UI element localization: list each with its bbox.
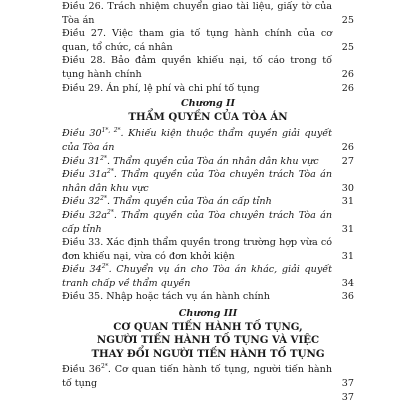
toc-entry (62, 155, 354, 169)
toc-entry (62, 263, 354, 290)
toc-entry-text (62, 127, 332, 154)
article-number: Điều 32a (62, 209, 108, 221)
page-number: 30 (341, 182, 354, 194)
toc-entry-text (62, 155, 332, 169)
toc-entry (62, 195, 354, 209)
page-number: 27 (341, 155, 354, 167)
footnote-marker: 2* (101, 263, 109, 271)
toc-entry-continued (62, 391, 354, 404)
article-number: Điều 30 (62, 128, 102, 140)
toc-group-chapter3 (62, 363, 354, 390)
article-title: . Chuyển vụ án cho Tòa án khác, giải quyết tranh chấp về thẩm quyền (62, 264, 332, 289)
page-number: 37 (341, 391, 354, 403)
toc-entry (62, 168, 354, 195)
toc-entry-text (62, 290, 332, 304)
chapter-title-line: CƠ QUAN TIẾN HÀNH TỐ TỤNG, (113, 320, 303, 333)
article-title: . Thẩm quyền của Tòa án nhân dân khu vực (106, 155, 319, 167)
article-title: Bảo đảm quyền khiếu nại, tố cáo trong tố tụng hành chính (62, 55, 332, 80)
footnote-marker: 2* (100, 154, 107, 162)
article-title: Trách nhiệm chuyển giao tài liệu, giấy tờ của Tòa án (62, 1, 332, 26)
article-number: Điều 35. (62, 291, 104, 303)
article-number: Điều 31a (62, 169, 108, 181)
article-title: . Cơ quan tiến hành tố tụng, người tiến hành tố tụng (62, 364, 333, 390)
footnote-marker: 2* (100, 195, 107, 203)
toc-entry (62, 290, 354, 304)
footnote-marker: 2* (107, 167, 114, 175)
article-title: Nhập hoặc tách vụ án hành chính (103, 291, 270, 303)
toc-entry-text (62, 195, 332, 209)
toc-entry (62, 82, 354, 96)
article-number: Điều 29. (62, 82, 104, 94)
toc-entry-text (62, 82, 332, 96)
toc-entry (62, 209, 354, 236)
article-number: Điều 27. (62, 28, 107, 40)
toc-entry (62, 127, 354, 154)
toc-entry-text (62, 27, 332, 54)
page-number: 31 (341, 196, 354, 208)
article-title: . Khiếu kiện thuộc thẩm quyền giải quyết của Tòa án (62, 128, 332, 153)
toc-group-chapter1 (62, 0, 354, 95)
toc-entry-text (62, 54, 332, 81)
toc-entry (62, 363, 354, 390)
article-number: Điều 28. (62, 55, 106, 67)
page-number: 26 (341, 141, 354, 153)
toc-group-chapter2 (62, 127, 354, 304)
toc-entry (62, 54, 354, 81)
article-number: Điều 36 (62, 364, 101, 376)
chapter-title-line: THAY ĐỔI NGƯỜI TIẾN HÀNH TỐ TỤNG (91, 347, 325, 360)
article-number: Điều 31 (62, 155, 101, 167)
toc-entry-text (62, 168, 332, 195)
toc-entry (62, 236, 354, 263)
page-number: 34 (341, 277, 354, 289)
toc-entry-text (62, 263, 332, 290)
toc-entry-text (62, 0, 332, 27)
footnote-marker: 2* (107, 208, 114, 216)
chapter-label: Chương III (178, 308, 238, 320)
chapter-title-line: NGƯỜI TIẾN HÀNH TỐ TỤNG VÀ VIỆC (96, 334, 320, 347)
page-number: 26 (341, 68, 354, 80)
article-title: . Thẩm quyền của Tòa án cấp tỉnh (106, 196, 272, 208)
footnote-marker: 2* (100, 363, 108, 371)
article-number: Điều 32 (62, 196, 101, 208)
chapter-label: Chương II (181, 98, 235, 110)
toc-entry-text (62, 209, 332, 236)
footnote-marker: 1*, 2* (101, 127, 121, 135)
toc-entry (62, 0, 354, 27)
toc-entry-text (62, 363, 332, 390)
page-number: 26 (341, 82, 354, 94)
article-number: Điều 33. (62, 237, 104, 249)
article-title: Việc tham gia tố tụng hành chính của cơ quan, tổ chức, cá nhân (62, 28, 333, 53)
page-number: 31 (341, 223, 354, 235)
toc-entry (62, 27, 354, 54)
article-title: . Thẩm quyền của Tòa chuyên trách Tòa án cấp tỉnh (62, 209, 332, 235)
article-title: Án phí, lệ phí và chi phí tố tụng (103, 82, 260, 94)
chapter-title: THẨM QUYỀN CỦA TÒA ÁN (128, 110, 288, 123)
page-number: 25 (341, 41, 354, 53)
table-of-contents (62, 0, 354, 404)
page-number: 31 (341, 250, 354, 262)
page-number: 36 (341, 291, 354, 303)
article-title: . Thẩm quyền của Tòa chuyên trách Tòa án nhân dân khu vực (62, 169, 332, 194)
article-number: Điều 34 (62, 264, 102, 276)
article-title: Xác định thẩm quyền trong trường hợp vừa có đơn khiếu nại, vừa có đơn khởi kiện (62, 237, 332, 262)
page-number: 37 (341, 378, 354, 390)
page-number: 25 (341, 14, 354, 26)
toc-entry-text (62, 236, 332, 263)
article-number: Điều 26. (62, 1, 104, 12)
